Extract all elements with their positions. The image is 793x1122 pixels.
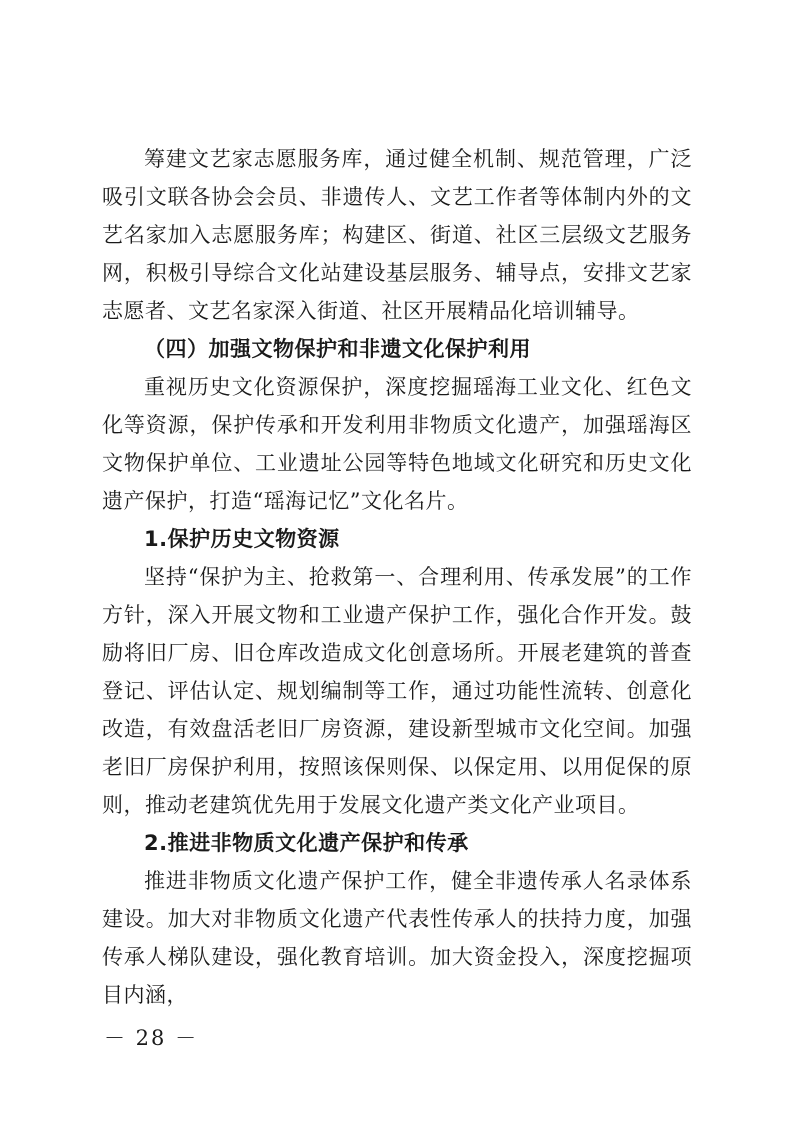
paragraph-volunteer-library: 筹建文艺家志愿服务库，通过健全机制、规范管理，广泛吸引文联各协会会员、非遗传人、文艺工作者等体制内外的文艺名家加入志愿服务库；构建区、街道、社区三层级文艺服务网，积极引导综合文化站建设基层服务、辅导点，安排文艺家志愿者、文艺名家深入街道、社区开展精品化培训辅导。 bbox=[102, 147, 692, 323]
paragraph-heritage-overview: 重视历史文化资源保护，深度挖掘瑶海工业文化、红色文化等资源，保护传承和开发利用非物质文化遗产，加强瑶海区文物保护单位、工业遗址公园等特色地域文化研究和历史文化遗产保护，打造“瑶海记忆”文化名片。 bbox=[102, 375, 692, 513]
subheading-relics: 1.保护历史文物资源 bbox=[144, 527, 340, 551]
page-body bbox=[102, 140, 692, 1014]
section-heading-heritage: （四）加强文物保护和非遗文化保护利用 bbox=[144, 337, 531, 361]
paragraph-intangible: 推进非物质文化遗产保护工作，健全非遗传承人名录体系建设。加大对非物质文化遗产代表性传承人的扶持力度，加强传承人梯队建设，强化教育培训。加大资金投入，深度挖掘项目内涵， bbox=[102, 869, 692, 1007]
subheading-intangible: 2.推进非物质文化遗产保护和传承 bbox=[144, 831, 469, 855]
paragraph-relics: 坚持“保护为主、抢救第一、合理利用、传承发展”的工作方针，深入开展文物和工业遗产保护工作，强化合作开发。鼓励将旧厂房、旧仓库改造成文化创意场所。开展老建筑的普查登记、评估认定、规划编制等工作，通过功能性流转、创意化改造，有效盘活老旧厂房资源，建设新型城市文化空间。加强老旧厂房保护利用，按照该保则保、以保定用、以用促保的原则，推动老建筑优先用于发展文化遗产类文化产业项目。 bbox=[102, 565, 692, 817]
page-number: － 28 － bbox=[104, 1026, 199, 1050]
